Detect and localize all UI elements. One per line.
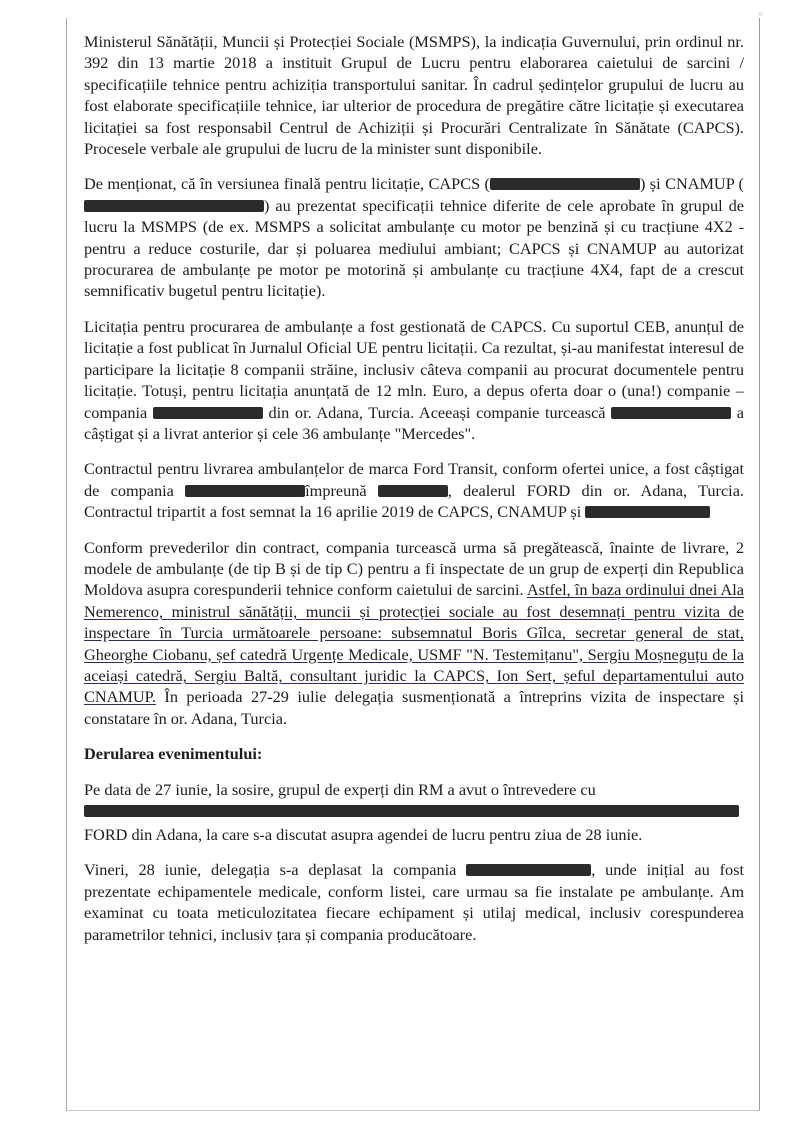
text-segment: împreună xyxy=(305,480,367,500)
text-segment: ) și CNAMUP ( xyxy=(639,174,744,194)
text-segment: Contractul pentru livrarea ambulanțelor de marca Ford Transit, conform ofertei unice, a fost câștigat de compania xyxy=(84,459,744,500)
redaction-block xyxy=(153,407,263,419)
redaction-block xyxy=(490,178,640,190)
text-segment: din or. Adana, Turcia. Aceeași companie turcească xyxy=(268,402,606,422)
scan-speck: ° xyxy=(758,8,764,23)
text-segment: , unde inițial au fost prezentate echipamentele medicale, conform listei, care urmau sa fie instalate pe ambulanțe. Am examinat cu toata meticulozitatea fiecare echipament și utilaj medical, inclusiv corespunderea parametrilor tehnici, inclusiv țara și compania producătoare. xyxy=(84,860,744,944)
redaction-block xyxy=(185,485,305,497)
paragraph-specifications xyxy=(84,173,744,301)
text-segment: ) au prezentat specificații tehnice diferite de cele aprobate în grupul de lucru la MSMPS (de ex. MSMPS a solicitat ambulanțe cu motor pe benzină și cu tracțiune 4X2 - pentru a reduce costurile, dar și poluarea mediului ambiant; CAPCS și CNAMUP au autorizat procurarea de ambulanțe pe motor pe motorină și ambulanțe cu tracțiune 4X4, fapt de a crescut semnificativ bugetul pentru licitație). xyxy=(84,195,744,301)
underlined-delegation-list: Astfel, în baza ordinului dnei Ala Nemerenco, ministrul sănătății, muncii și protecției sociale au fost desemnați pentru vizita de inspectare în Turcia următoarele persoane: subsemnatul Boris Gîlca, secretar general de stat, Gheorghe Ciobanu, șef catedră Urgențe Medicale, USMF "N. Testemițanu", Sergiu Moșneguțu de la aceiași catedră, Sergiu Baltă, consultant juridic la CAPCS, Ion Sert, șeful departamentului auto CNAMUP. xyxy=(84,580,745,707)
text-segment: Conform prevederilor din contract, compania turcească urma să pregătească, înainte de livrare, 2 modele de ambulanțe (de tip B și de tip C) pentru a fi inspectate de un grup de experți din Republica Moldova asupra corespunderii tehnice conform caietului de sarcini. xyxy=(84,537,744,600)
text-segment: FORD din Adana, la care s-a discutat asupra agendei de lucru pentru ziua de 28 iunie. xyxy=(84,825,643,844)
redaction-block xyxy=(585,506,710,518)
paragraph-msmps: Ministerul Sănătății, Muncii și Protecției Sociale (MSMPS), la indicația Guvernului, prin ordinul nr. 392 din 13 martie 2018 a instituit Grupul de Lucru pentru elaborarea caietului de sarcini / specificațiile tehnice pentru achiziția transportului sanitar. În cadrul ședințelor grupului de lucru au fost elaborate specificațiile tehnice, iar ulterior de procedura de pregătire către licitație și executarea licitației sa fost responsabil Centrul de Achiziții și Procurări Centralizate în Sănătate (CAPCS). Procesele verbale ale grupului de lucru de la minister sunt disponibile. xyxy=(84,32,744,159)
redaction-block xyxy=(466,864,591,876)
text-segment: Vineri, 28 iunie, delegația s-a deplasat la compania xyxy=(84,860,457,880)
text-segment: Pe data de 27 iunie, la sosire, grupul de experți din RM a avut o întrevedere cu xyxy=(84,779,596,799)
section-heading: Derularea evenimentului: xyxy=(84,744,263,764)
paragraph-delegation xyxy=(84,537,744,730)
text-segment: a câștigat și a livrat anterior și cele 36 ambulanțe "Mercedes". xyxy=(84,402,744,443)
text-segment: În perioada 27-29 iulie delegația susmenționată a întreprins vizita de inspectare și constatare în or. Adana, Turcia. xyxy=(84,687,744,728)
paragraph-june-27 xyxy=(84,779,744,846)
redaction-block xyxy=(84,200,264,212)
text-segment: De menționat, că în versiunea finală pentru licitație, CAPCS ( xyxy=(84,174,490,194)
document-body xyxy=(84,31,744,959)
paragraph-tender xyxy=(84,316,744,444)
text-segment: , dealerul FORD din or. Adana, Turcia. Contractul tripartit a fost semnat la 16 aprilie 2019 de CAPCS, CNAMUP și xyxy=(84,480,745,522)
redaction-line xyxy=(84,805,739,817)
redaction-block xyxy=(378,485,448,497)
paragraph-june-28 xyxy=(84,859,744,945)
text-segment: Licitația pentru procurarea de ambulanțe a fost gestionată de CAPCS. Cu suportul CEB, anunțul de licitație a fost publicat în Jurnalul Oficial UE pentru licitații. Ca rezultat, și-au manifestat interesul de participare la licitație 8 companii străine, inclusiv câteva companii au procurat documentele pentru licitație. Totuși, pentru licitația anunțată de 12 mln. Euro, a depus oferta doar o (una!) companie – compania xyxy=(84,316,744,422)
redaction-block xyxy=(611,407,731,419)
paragraph-contract xyxy=(84,458,744,522)
